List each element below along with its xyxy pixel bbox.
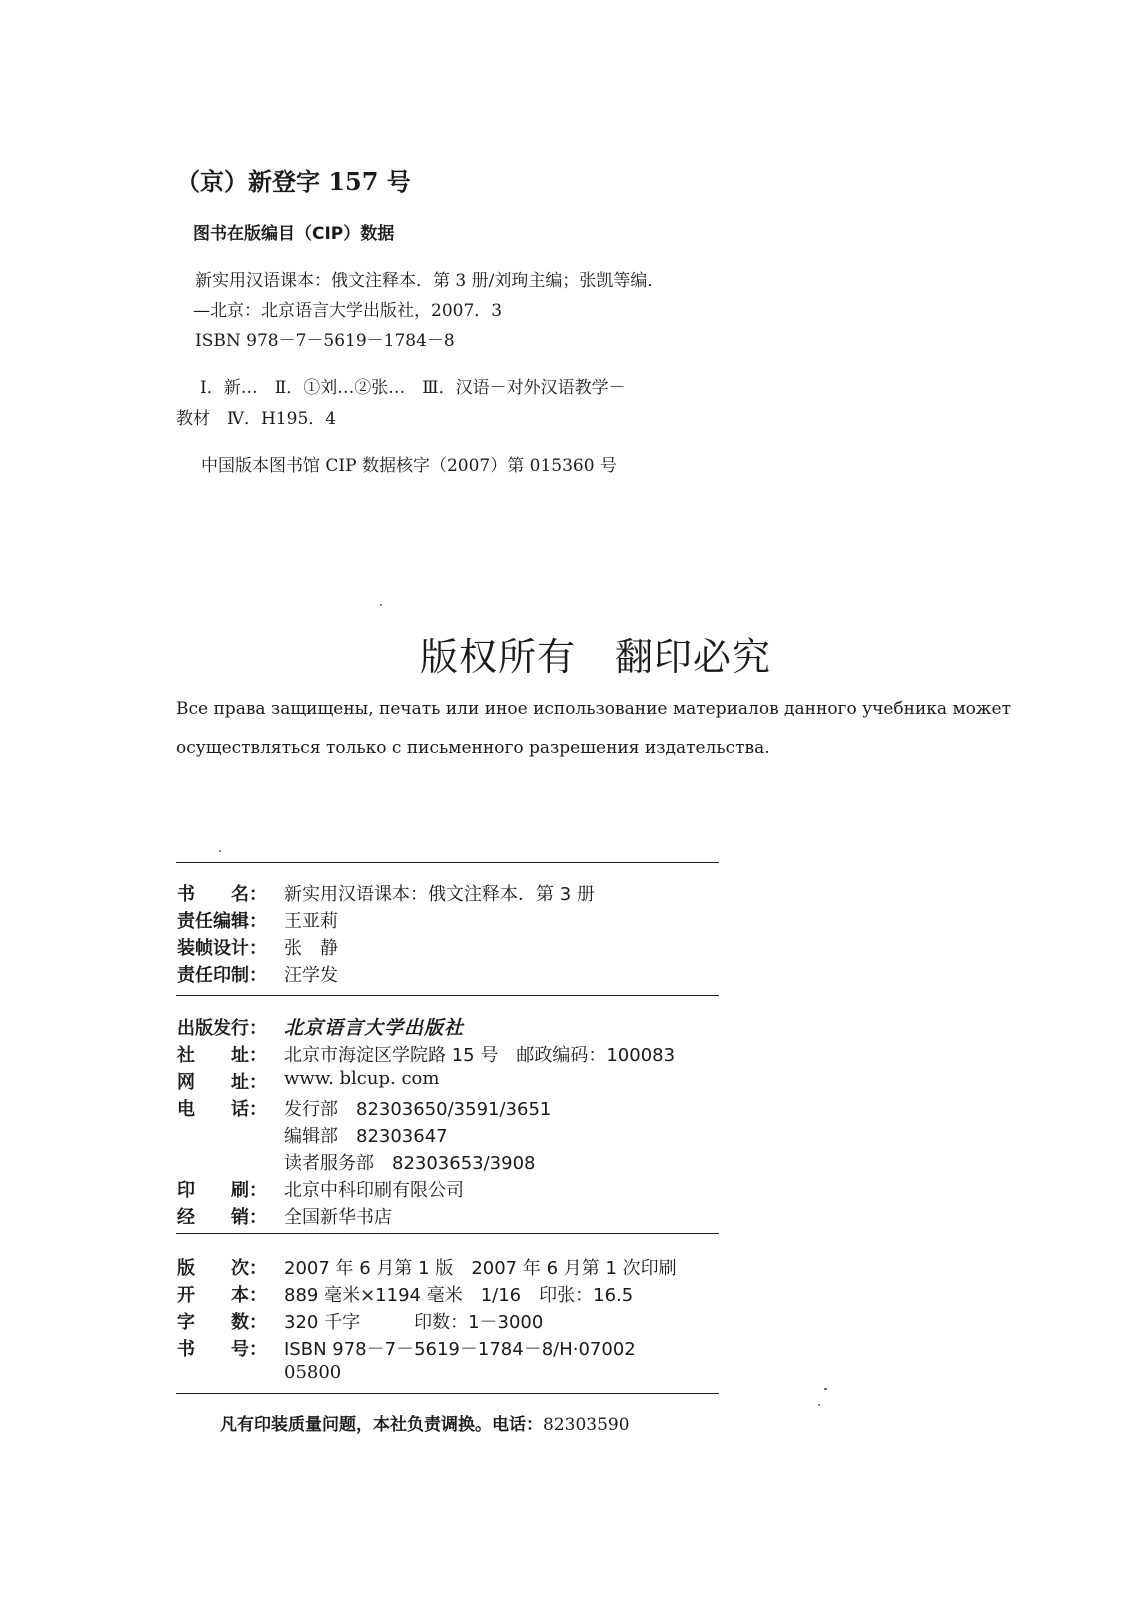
edition-value: 2007 年 6 月第 1 版 2007 年 6 月第 1 次印刷 [284, 1258, 677, 1279]
publisher-label: 出版发行： [177, 1018, 267, 1039]
cip-heading: 图书在版编目（CIP）数据 [193, 224, 395, 244]
cip-title-line: 新实用汉语课本：俄文注释本．第 3 册/刘珣主编；张凯等编． [195, 271, 665, 291]
book-title-label: 书 名： [177, 884, 267, 905]
copyright-russian-line-1: Все права защищены, печать или иное использование материалов данного учебника может [176, 699, 1012, 719]
binding-design-label: 装帧设计： [177, 938, 267, 959]
printer-value: 北京中科印刷有限公司 [284, 1180, 464, 1201]
price-code: 05800 [284, 1362, 342, 1383]
print-supervisor-value: 汪学发 [284, 965, 338, 986]
quality-notice-phone: 82303590 [543, 1415, 630, 1435]
publisher-logo: 北京语言大学出版社 [284, 1017, 465, 1039]
colophon-rule-top [176, 862, 719, 863]
colophon-rule-bottom [176, 1393, 719, 1394]
colophon-rule-3 [176, 1233, 719, 1234]
scan-speck [380, 604, 382, 606]
scan-speck [219, 850, 221, 852]
phone-label: 电 话： [177, 1099, 267, 1120]
word-count-value: 320 千字 印数：1－3000 [284, 1312, 544, 1333]
word-count-label: 字 数： [177, 1312, 267, 1333]
cip-number-line: 中国版本图书馆 CIP 数据核字（2007）第 015360 号 [201, 456, 617, 476]
address-label: 社 址： [177, 1045, 267, 1066]
scan-speck [824, 1388, 827, 1390]
website-value: www. blcup. com [284, 1068, 440, 1089]
cip-classification-line-1: Ⅰ．新… Ⅱ．①刘…②张… Ⅲ．汉语－对外汉语教学－ [200, 378, 626, 398]
quality-notice [220, 1410, 630, 1435]
cip-publisher-line: —北京：北京语言大学出版社，2007．3 [193, 301, 503, 321]
book-title-value: 新实用汉语课本：俄文注释本．第 3 册 [284, 884, 595, 905]
distributor-label: 经 销： [177, 1207, 267, 1228]
copyright-heading: 版权所有 翻印必究 [420, 635, 772, 679]
binding-design-value: 张 静 [284, 938, 338, 959]
cip-isbn-line: ISBN 978－7－5619－1784－8 [195, 331, 455, 351]
scan-speck [818, 1404, 820, 1406]
address-value: 北京市海淀区学院路 15 号 邮政编码：100083 [284, 1045, 676, 1066]
website-label: 网 址： [177, 1072, 267, 1093]
phone-reader-service: 读者服务部 82303653/3908 [284, 1153, 536, 1174]
distributor-value: 全国新华书店 [284, 1207, 392, 1228]
cip-classification-line-2: 教材 Ⅳ．H195．4 [176, 409, 337, 429]
edition-label: 版 次： [177, 1258, 267, 1279]
editor-label: 责任编辑： [177, 911, 267, 932]
copyright-russian-line-2: осуществляться только с письменного разрешения издательства. [176, 738, 770, 758]
phone-editorial: 编辑部 82303647 [284, 1126, 448, 1147]
printer-label: 印 刷： [177, 1180, 267, 1201]
registration-number: （京）新登字 157 号 [176, 167, 411, 196]
phone-sales: 发行部 82303650/3591/3651 [284, 1099, 552, 1120]
print-supervisor-label: 责任印制： [177, 965, 267, 986]
colophon-rule-2 [176, 995, 719, 996]
quality-notice-text: 凡有印装质量问题，本社负责调换。电话： [220, 1415, 543, 1435]
format-label: 开 本： [177, 1285, 267, 1306]
format-value: 889 毫米×1194 毫米 1/16 印张：16.5 [284, 1285, 634, 1306]
editor-value: 王亚莉 [284, 911, 338, 932]
book-number-value: ISBN 978－7－5619－1784－8/H·07002 [284, 1339, 636, 1360]
book-number-label: 书 号： [177, 1339, 267, 1360]
